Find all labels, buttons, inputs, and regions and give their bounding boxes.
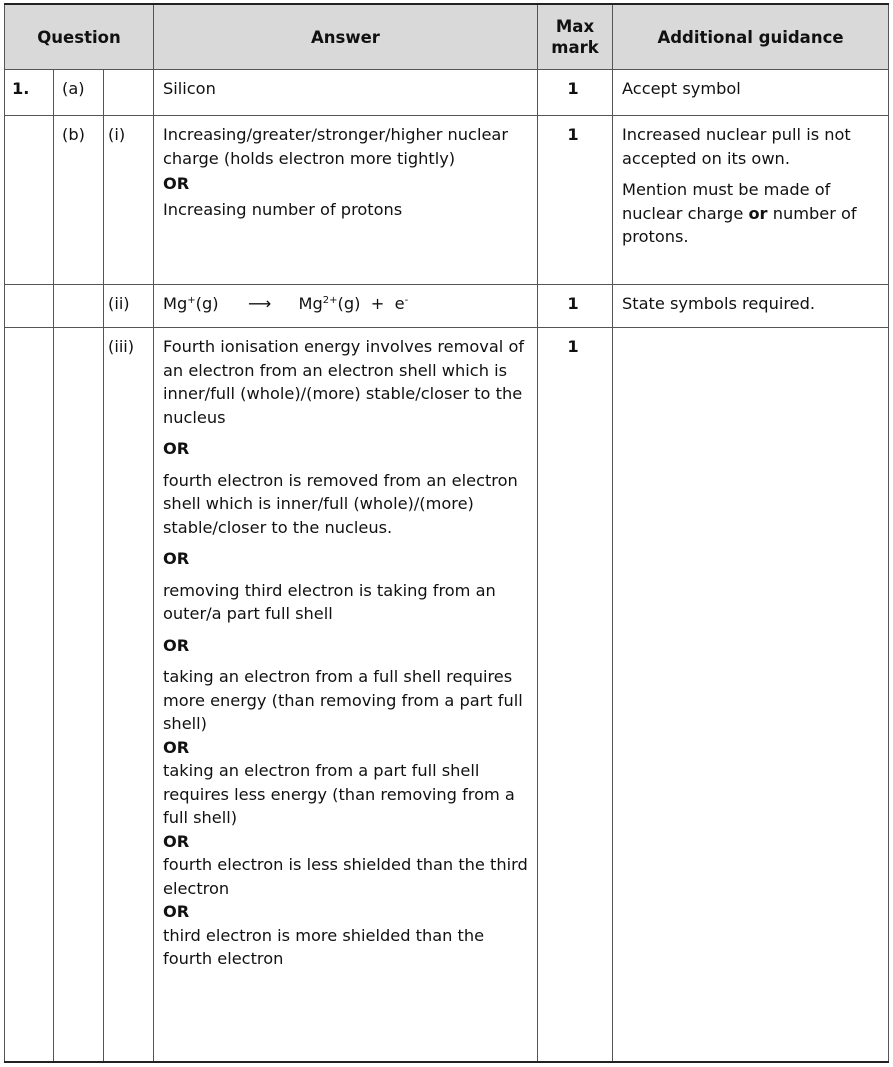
- question-subpart: [104, 70, 154, 116]
- reactant-state: (g): [195, 294, 219, 313]
- answer-text: Fourth ionisation energy involves removal of an electron from an electron shell which is inner/full (whole)/(more) stable/closer to the nucleus: [163, 337, 525, 427]
- answer-or: OR: [163, 439, 190, 458]
- mark-cell: [538, 70, 613, 116]
- answer-text: fourth electron is removed from an electron shell which is inner/full (whole)/(more) stable/closer to the nucleus.: [163, 470, 518, 537]
- question-number: [5, 116, 54, 285]
- guidance-text-part: number of protons.: [622, 203, 857, 246]
- question-part-text: (a): [62, 79, 85, 98]
- question-number-text: 1.: [12, 79, 30, 98]
- guidance-cell: [613, 328, 889, 1062]
- guidance-cell: [613, 70, 889, 116]
- plus-sign: +: [370, 294, 385, 313]
- answer-cell: [154, 116, 538, 285]
- mark-value: 1: [567, 294, 579, 313]
- answer-cell: [154, 328, 538, 1062]
- question-subpart: [104, 328, 154, 1062]
- guidance-text-part: Mention must be made of nuclear charge: [622, 180, 831, 223]
- guidance-cell: [613, 285, 889, 328]
- guidance-cell: [613, 116, 889, 285]
- question-part: [54, 328, 104, 1062]
- guidance-text: Increased nuclear pull is not accepted on its own.: [622, 125, 851, 168]
- header-max-mark-line1: Max: [555, 17, 595, 36]
- answer-or: OR: [163, 902, 190, 921]
- answer-text: third electron is more shielded than the fourth electron: [163, 925, 485, 968]
- answer-text: fourth electron is less shielded than the third electron: [163, 855, 528, 898]
- question-number-text: [5, 285, 53, 300]
- question-part-text: [54, 285, 103, 300]
- answer-text: Increasing number of protons: [163, 199, 403, 219]
- header-max-mark-line2: mark: [551, 38, 599, 57]
- question-subpart: [104, 285, 154, 328]
- answer-or: OR: [163, 174, 190, 193]
- guidance-text: State symbols required.: [622, 294, 816, 313]
- guidance-text: Accept symbol: [622, 79, 741, 98]
- mark-value: 1: [567, 125, 579, 144]
- question-subpart-text: (i): [108, 125, 126, 144]
- header-guidance: Additional guidance: [613, 4, 889, 70]
- answer-or: OR: [163, 635, 190, 655]
- table-row: [5, 116, 889, 285]
- guidance-or: or: [748, 203, 768, 223]
- product-charge: 2+: [322, 295, 338, 306]
- header-question: Question: [5, 4, 154, 70]
- question-number-text: [5, 116, 53, 131]
- question-part-text: (b): [62, 125, 85, 144]
- answer-text: taking an electron from a full shell requires more energy (than removing from a part full shell): [163, 667, 523, 733]
- table-row: [5, 70, 889, 116]
- answer-text: Silicon: [163, 79, 216, 98]
- answer-or: OR: [163, 737, 190, 757]
- answer-text: Increasing/greater/stronger/higher nuclear charge (holds electron more tightly): [163, 125, 508, 168]
- answer-or: OR: [163, 549, 190, 568]
- question-part-text: [54, 328, 103, 343]
- question-part: [54, 70, 104, 116]
- answer-text: taking an electron from a part full shell requires less energy (than removing from a full shell): [163, 761, 515, 827]
- answer-text: removing third electron is taking from an outer/a part full shell: [163, 580, 496, 623]
- question-subpart-text: [104, 70, 153, 85]
- mark-value: 1: [567, 337, 579, 356]
- question-part: [54, 116, 104, 285]
- question-number-text: [5, 328, 53, 343]
- question-subpart-text: (iii): [108, 337, 135, 356]
- table-row: [5, 328, 889, 1062]
- answer-cell: [154, 70, 538, 116]
- mark-cell: [538, 116, 613, 285]
- question-subpart: [104, 116, 154, 285]
- question-number: [5, 328, 54, 1062]
- question-number: [5, 70, 54, 116]
- answer-or: OR: [163, 831, 190, 851]
- table-row: [5, 285, 889, 328]
- guidance-text-2: [622, 178, 880, 249]
- question-subpart-text: (ii): [108, 294, 130, 313]
- product-state: (g): [337, 294, 361, 313]
- mark-cell: [538, 328, 613, 1062]
- reactant-charge: +: [187, 295, 196, 306]
- question-number: [5, 285, 54, 328]
- electron-symbol: e: [394, 294, 405, 313]
- mark-value: 1: [567, 79, 579, 98]
- header-answer: Answer: [154, 4, 538, 70]
- reaction-arrow-icon: ⟶: [247, 294, 270, 313]
- answer-cell: [154, 285, 538, 328]
- ionisation-equation: [154, 285, 537, 324]
- product-symbol: Mg: [298, 294, 323, 313]
- header-row: [5, 4, 889, 70]
- electron-charge: -: [404, 295, 409, 306]
- reactant-symbol: Mg: [163, 294, 188, 313]
- mark-cell: [538, 285, 613, 328]
- mark-scheme-table: [4, 3, 889, 1063]
- header-max-mark: [538, 4, 613, 70]
- question-part: [54, 285, 104, 328]
